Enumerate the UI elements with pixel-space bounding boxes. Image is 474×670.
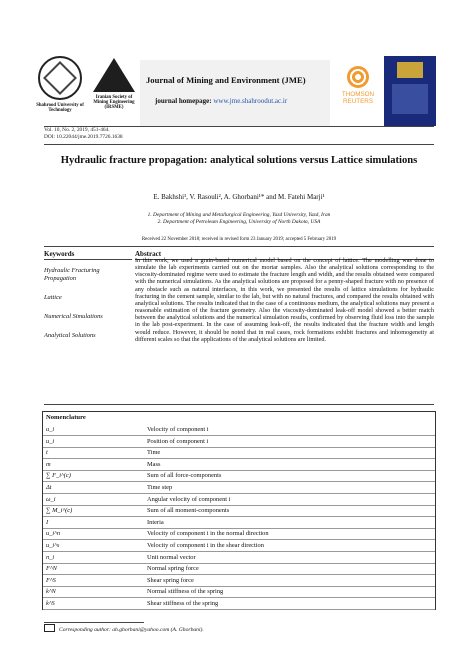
nomenclature-symbol: F^S [46,576,56,584]
article-authors: E. Bakhshi¹, V. Rasouli², A. Ghorbani¹* and M. Fatehi Marji¹ [153,193,325,201]
journal-header-box [140,60,330,126]
article-title: Hydraulic fracture propagation: analytical solutions versus Lattice simulations [60,155,418,166]
keyword-item: Analytical Solutions [44,332,96,339]
keywords-rule [44,259,132,260]
triangle-icon [93,58,135,92]
university-logo [34,56,86,128]
nomenclature-definition: Velocity of component i in the shear direction [147,542,264,549]
footnote [44,624,204,633]
received-dates: Received 22 November 2018; received in revised form 23 January 2019; accepted 5 February 2019 [141,237,337,242]
nomenclature-definition: Normal spring force [147,565,199,573]
volume-line: Vol. 10, No. 2, 2019, 451-464. [44,127,110,133]
affiliation-1: 1. Department of Mining and Metallurgical Engineering, Yazd University, Yazd, Iran [147,212,331,218]
cover-photo [392,84,428,114]
cover-emblem-icon [397,62,423,78]
nomenclature-symbol: n_i [46,553,55,561]
nomenclature-definition: Sum of all force-components [147,472,222,480]
nomenclature-symbol: t [46,449,48,457]
nomenclature-symbol: F^N [46,565,57,573]
nomenclature-symbol: u_i^n [46,530,61,538]
nomenclature-definition: Shear spring force [147,576,194,584]
thomson-reuters-logo [338,66,378,105]
nomenclature-definition: Position of component i [147,437,209,445]
nomenclature-symbol: u_i [46,426,55,433]
title-rule [44,144,434,145]
nomenclature-definition: Time step [147,484,173,491]
nomenclature-symbol: ∑ F_i^(c) [46,472,71,480]
nomenclature-symbol: Δt [46,484,52,491]
abstract-bottom-rule [44,404,434,405]
nomenclature-symbol: I [46,518,49,526]
nomenclature-symbol: k^S [46,600,55,607]
nomenclature-definition: Normal stiffness of the spring [147,588,224,596]
abstract-top-rule [44,246,434,247]
university-seal-icon [38,56,82,100]
publisher-logo-text: THOMSON REUTERS [341,91,375,105]
keyword-item: Hydraulic Fracturing Propagation [44,267,100,282]
homepage-label: journal homepage: [155,97,212,105]
nomenclature-definition: Angular velocity of component i [147,495,231,503]
journal-cover-image [384,56,436,126]
thomson-reuters-icon [347,66,369,88]
society-logo [88,58,140,128]
nomenclature-definition: Shear stiffness of the spring [147,600,219,607]
volume-info [44,127,123,141]
keyword-item: Lattice [44,294,62,301]
nomenclature-symbol: m [46,460,51,468]
keyword-item: Numerical Simulations [44,313,103,320]
university-logo-caption: Shahrood University of Technology [36,103,84,114]
nomenclature-definition: Sum of all moment-components [147,507,230,515]
nomenclature-symbol: u_i^s [46,542,60,549]
journal-title: Journal of Mining and Environment (JME) [146,75,306,85]
nomenclature-row-divider [43,609,435,610]
nomenclature-symbol: k^N [46,588,56,596]
nomenclature-symbol: ∑ M_i^(c) [46,507,73,515]
nomenclature-heading: Nomenclature [46,414,86,421]
nomenclature-symbol: ω_i [46,495,56,503]
affiliation-2: 2. Department of Petroleum Engineering, University of North Dakota, USA [157,219,321,226]
journal-homepage [155,97,287,105]
nomenclature-definition: Mass [147,460,161,468]
abstract-text: In this work, we used a grain-based numerical model based on the concept of lattice. The modelling was done to simulate the lab experiments carried out on the mortar samples. Also the analytical solutions corresponding to the viscosity-dominated regime were used to estimate the fracture length and width, and the results obtained were compared with the numerical simulations. As the analytical solutions are proposed for a penny-shaped fracture with no presence of any obstacle such as natural interfaces, in this work, we presented the results of lattice simulations for hydraulic fracturing in the cement sample, similar to the lab, but with no natural fractures, and compared the results obtained with analytical solutions. The results indicated that in the case of a continuous medium, the analytical solutions may present a reasonable estimation of the fracture geometry. Also the viscosity-dominated leak-off model showed a better match between the analytical solutions and the numerical simulation results, confirmed by observing fluid loss into the sample in the lab post-experiment. In the case of assuming leak-off, the results indicated that the fracture width and length would reduce. However, it should be noted that in real cases, rock formations exhibit fractures and inhomogeneity at different scales so that the applications of the analytical solutions are limited. [135,257,434,343]
nomenclature-definition: Interia [147,518,164,526]
doi-line: DOI: 10.22044/jme.2019.7726.1638 [44,134,123,141]
affiliations [44,212,434,226]
abstract-heading: Abstract [135,250,162,258]
society-logo-caption: Iranian Society of Mining Engineering (IRSME) [93,95,135,111]
footnote-rule [44,622,144,623]
nomenclature-definition: Time [147,449,161,457]
nomenclature-definition: Unit normal vector [147,553,196,561]
nomenclature-definition: Velocity of component i in the normal direction [147,530,269,538]
nomenclature-symbol: u_i [46,437,55,445]
nomenclature-definition: Velocity of component i [147,426,209,433]
corresponding-author: Corresponding author: ah.ghorbani@yahoo.com (A. Ghorbani). [59,627,204,633]
keywords-heading: Keywords [44,250,75,258]
envelope-icon [44,624,55,632]
homepage-link[interactable]: www.jme.shahroodut.ac.ir [213,97,288,105]
